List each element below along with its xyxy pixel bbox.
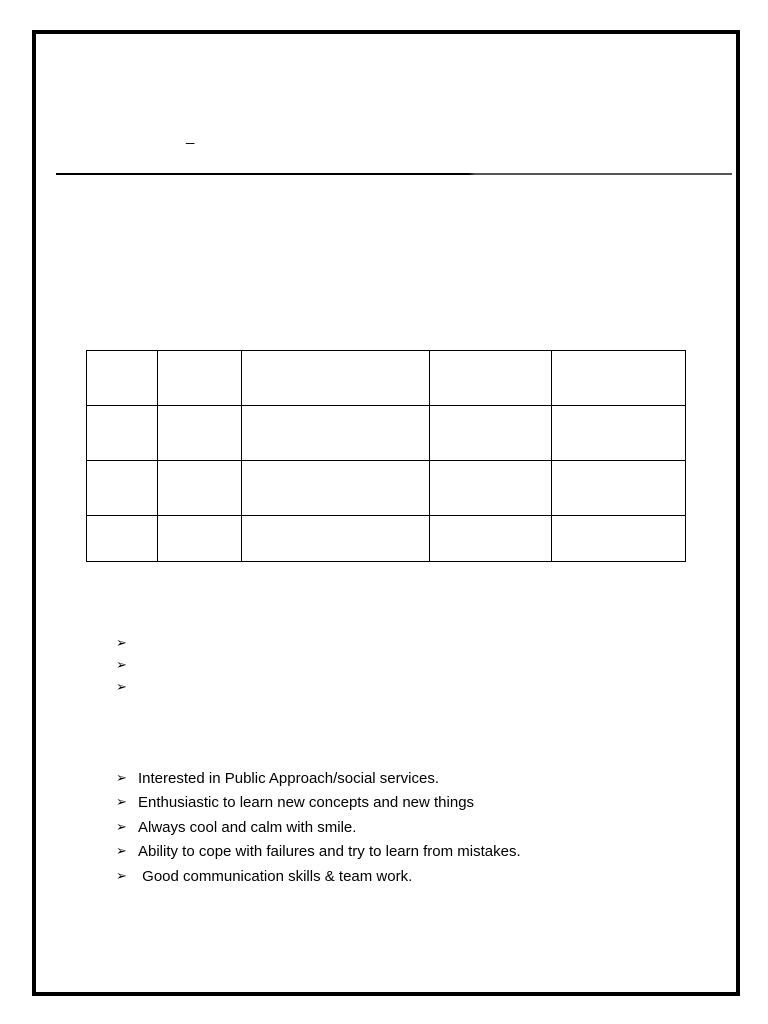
table-cell <box>242 351 430 406</box>
table-cell <box>552 461 686 516</box>
table-cell <box>87 461 158 516</box>
list-item-text: Enthusiastic to learn new concepts and new things <box>138 794 475 812</box>
table-row <box>87 461 686 516</box>
list-item <box>116 840 521 865</box>
table-cell <box>430 351 552 406</box>
table-cell <box>87 351 158 406</box>
qualities-list <box>116 766 521 889</box>
list-item <box>116 676 138 698</box>
table-row <box>87 406 686 461</box>
list-item <box>116 632 138 654</box>
table-cell <box>242 461 430 516</box>
arrow-bullet-icon: ➢ <box>116 635 127 651</box>
details-table <box>86 350 686 562</box>
list-item-text: Interested in Public Approach/social services. <box>138 769 439 787</box>
table-row <box>87 516 686 562</box>
list-item <box>116 815 521 840</box>
empty-bullet-list <box>116 632 138 698</box>
table-cell <box>158 351 242 406</box>
table-cell <box>158 406 242 461</box>
table-cell <box>87 406 158 461</box>
table-cell <box>87 516 158 562</box>
list-item <box>116 766 521 791</box>
bottom-border-line <box>32 992 740 993</box>
table-cell <box>552 351 686 406</box>
table-row <box>87 351 686 406</box>
table-cell <box>158 461 242 516</box>
header-divider <box>56 173 732 175</box>
arrow-bullet-icon: ➢ <box>116 868 127 884</box>
arrow-bullet-icon: ➢ <box>116 844 127 860</box>
table-cell <box>242 516 430 562</box>
list-item <box>116 654 138 676</box>
table-cell <box>430 516 552 562</box>
arrow-bullet-icon: ➢ <box>116 770 127 786</box>
arrow-bullet-icon: ➢ <box>116 795 127 811</box>
table-cell <box>242 406 430 461</box>
list-item-text: Ability to cope with failures and try to learn from mistakes. <box>138 843 521 861</box>
table-cell <box>552 406 686 461</box>
arrow-bullet-icon: ➢ <box>116 819 127 835</box>
arrow-bullet-icon: ➢ <box>116 657 127 673</box>
arrow-bullet-icon: ➢ <box>116 679 127 695</box>
list-item <box>116 791 521 816</box>
table-cell <box>430 461 552 516</box>
table-cell <box>158 516 242 562</box>
list-item-text: Good communication skills & team work. <box>138 867 413 885</box>
table-cell <box>430 406 552 461</box>
header-dash: _ <box>186 128 195 145</box>
list-item <box>116 864 521 889</box>
list-item-text: Always cool and calm with smile. <box>138 818 357 836</box>
table-cell <box>552 516 686 562</box>
